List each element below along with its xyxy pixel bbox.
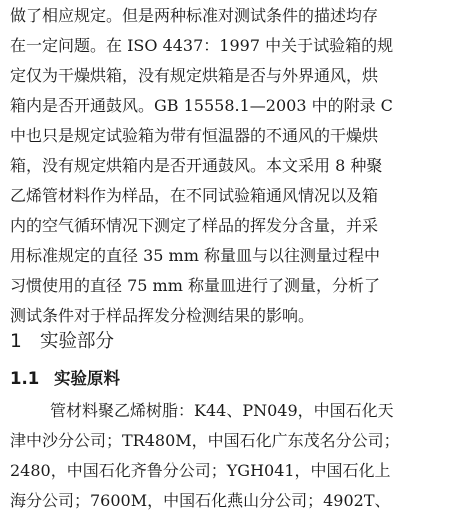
- materials-line-3: 2480，中国石化齐鲁分公司；YGH041，中国石化上: [10, 461, 391, 480]
- body-line-3: 定仅为干燥烘箱，没有规定烘箱是否与外界通风，烘: [10, 66, 379, 85]
- section-title: 实验部分: [40, 331, 115, 352]
- body-line-5: 中也只是规定试验箱为带有恒温器的不通风的干燥烘: [10, 126, 379, 145]
- body-line-2: 在一定问题。在 ISO 4437：1997 中关于试验箱的规: [10, 36, 394, 55]
- body-line-10: 习惯使用的直径 75 mm 称量皿进行了测量，分析了: [10, 276, 380, 295]
- body-line-9: 用标准规定的直径 35 mm 称量皿与以往测量过程中: [10, 246, 380, 265]
- body-line-11: 测试条件对于样品挥发分检测结果的影响。: [10, 306, 315, 325]
- section-number: 1: [10, 331, 22, 352]
- subsection-number: 1.1: [10, 369, 40, 388]
- subsection-heading: [10, 363, 120, 395]
- body-line-8: 内的空气循环情况下测定了样品的挥发分含量，并采: [10, 216, 379, 235]
- subsection-title: 实验原料: [54, 369, 120, 388]
- body-line-7: 乙烯管材料作为样品，在不同试验箱通风情况以及箱: [10, 186, 379, 205]
- section-heading: [10, 325, 114, 359]
- materials-line-1: 管材料聚乙烯树脂：K44、PN049，中国石化天: [50, 401, 394, 420]
- body-line-6: 箱，没有规定烘箱内是否开通鼓风。本文采用 8 种聚: [10, 156, 383, 175]
- body-line-1: 做了相应规定。但是两种标准对测试条件的描述均存: [10, 6, 379, 25]
- body-line-4: 箱内是否开通鼓风。GB 15558.1—2003 中的附录 C: [10, 96, 393, 115]
- materials-line-2: 津中沙分公司；TR480M，中国石化广东茂名分公司；: [10, 431, 400, 450]
- materials-line-4: 海分公司；7600M，中国石化燕山分公司；4902T、: [10, 491, 391, 510]
